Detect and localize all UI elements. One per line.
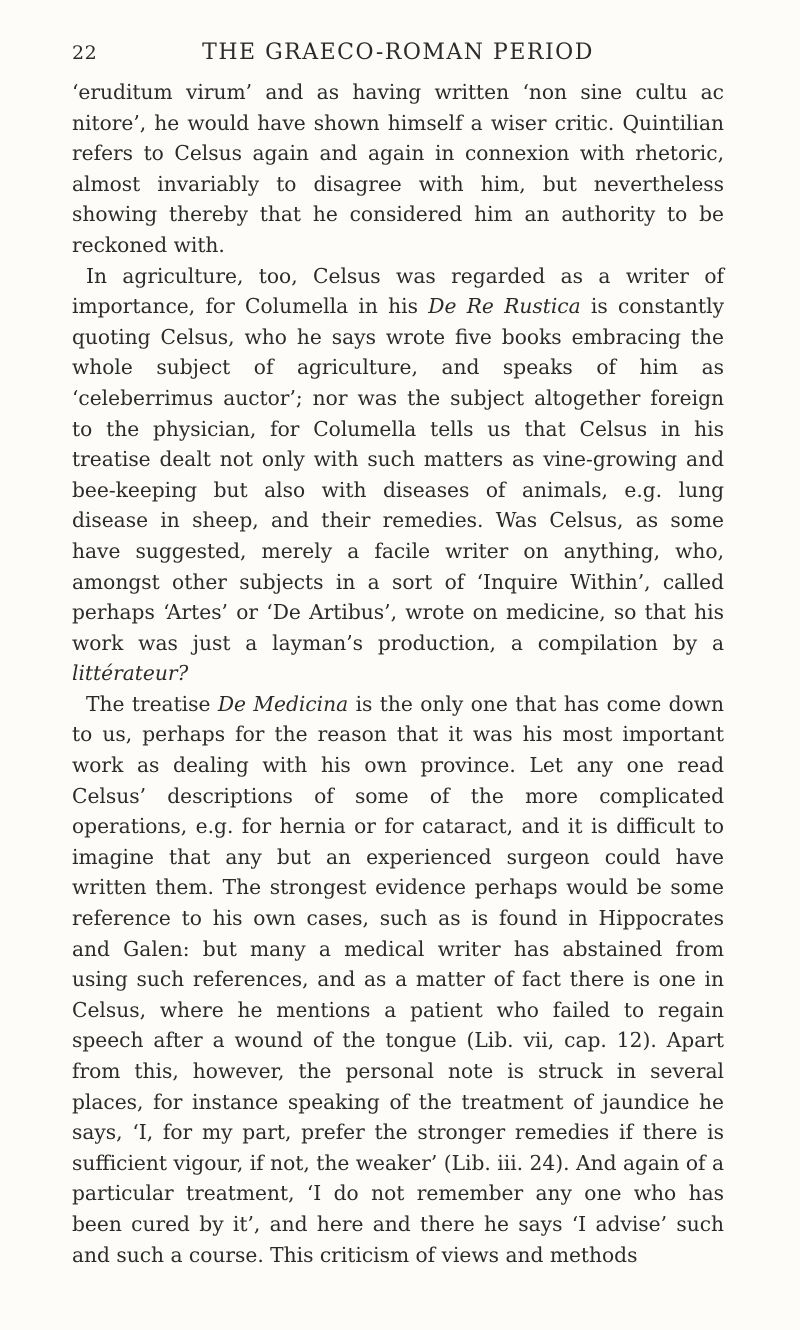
paragraph-text: ‘eruditum virum’ and as having written ‘non sine cultu ac nitore’, he would have shown himself a wiser critic. Quintilian refers to Celsus again and again in connexion with rhetoric, almost invariably to disagree with him, but nevertheless showing thereby that he considered him an authority to be reckoned with.	[72, 80, 724, 257]
question-mark: ?	[177, 661, 189, 686]
running-head	[72, 40, 724, 68]
paragraph-1	[72, 77, 724, 261]
paragraph-text: The treatise	[86, 691, 218, 716]
body-text	[72, 77, 724, 1270]
paragraph-text: In agriculture, too, Celsus was regarded as a writer of importance, for Columella in his	[72, 263, 724, 319]
book-title-de-medicina: De Medicina	[217, 691, 349, 716]
paragraph-3	[72, 689, 724, 1270]
paragraph-text: is the only one that has come down to us, perhaps for the reason that it was his most important work as dealing with his own province. Let any one read Celsus’ descriptions of some of the more complicated operations, e.g. for hernia or for cataract, and it is difficult to imagine that any but an experienced surgeon could have written them. The strongest evidence perhaps would be some reference to his own cases, such as is found in Hippocrates and Galen: but many a medical writer has abstained from using such references, and as a matter of fact there is one in Celsus, where he mentions a patient who failed to regain speech after a wound of the tongue (Lib. vii, cap. 12). Apart from this, however, the personal note is struck in several places, for instance speaking of the treatment of jaundice he says, ‘I, for my part, prefer the stronger remedies if there is sufficient vigour, if not, the weaker’ (Lib. iii. 24). And again of a particular treatment, ‘I do not remember any one who has been cured by it’, and here and there he says ‘I advise’ such and such a course. This criticism of views and methods	[72, 691, 724, 1267]
running-title: THE GRAECO-ROMAN PERIOD	[202, 40, 594, 65]
page-number: 22	[72, 42, 98, 64]
book-title-de-re-rustica: De Re Rustica	[428, 294, 581, 319]
book-page	[72, 40, 724, 1270]
italic-litterateur: littérateur	[72, 661, 178, 686]
paragraph-2	[72, 261, 724, 689]
paragraph-text: is constantly quoting Celsus, who he says wrote five books embracing the whole subject of agriculture, and speaks of him as ‘celeberrimus auctor’; nor was the subject altogether foreign to the physician, for Columella tells us that Celsus in his treatise dealt not only with such matters as vine-growing and bee-keeping but also with diseases of animals, e.g. lung disease in sheep, and their remedies. Was Celsus, as some have suggested, merely a facile writer on anything, who, amongst other subjects in a sort of ‘Inquire Within’, called perhaps ‘Artes’ or ‘De Artibus’, wrote on medicine, so that his work was just a layman’s production, a compilation by a	[72, 294, 724, 655]
